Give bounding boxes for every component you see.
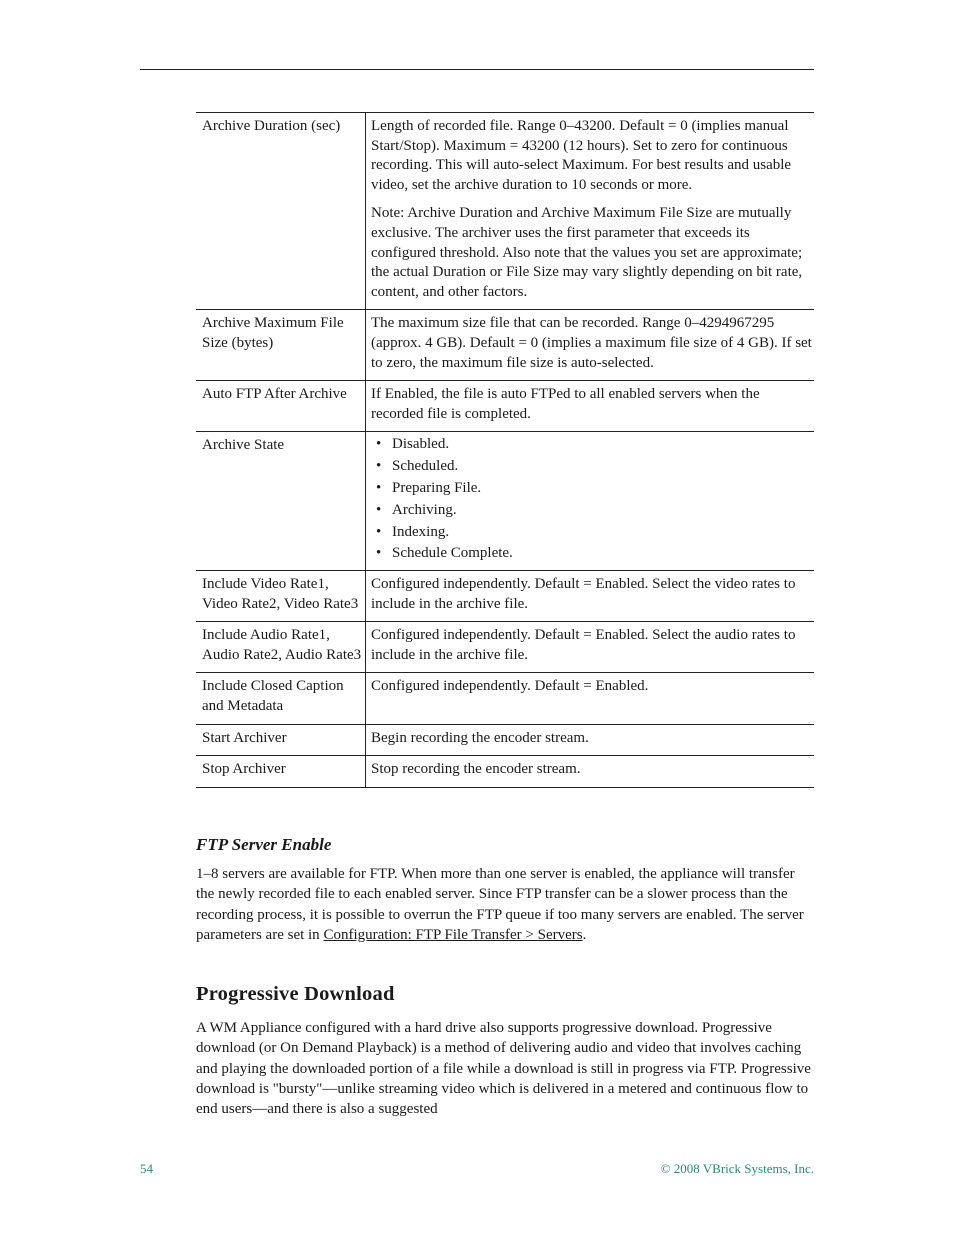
param-description: If Enabled, the file is auto FTPed to all enabled servers when the recorded file is completed. <box>366 381 815 432</box>
param-name: Stop Archiver <box>196 756 366 788</box>
progressive-download-heading: Progressive Download <box>196 983 395 1005</box>
table-row <box>196 622 814 673</box>
table-row <box>196 432 814 571</box>
table-row <box>196 381 814 432</box>
list-item: • Indexing. <box>371 522 812 544</box>
list-item: • Schedule Complete. <box>371 543 812 565</box>
table-row <box>196 113 814 310</box>
description-paragraph: Length of recorded file. Range 0–43200. Default = 0 (implies manual Start/Stop). Maximum = 43200 (12 hours). Set to zero for continuous recording. This will auto-select Maximum. For best results and usable video, set the archive duration to 10 seconds or more. <box>371 118 792 193</box>
param-name: Archive Maximum File Size (bytes) <box>196 310 366 381</box>
ftp-servers-link[interactable]: Configuration: FTP File Transfer > Servers <box>323 926 583 943</box>
list-item: • Scheduled. <box>371 456 812 478</box>
param-description: Configured independently. Default = Enabled. Select the video rates to include in the archive file. <box>366 571 815 622</box>
parameter-table <box>196 112 814 788</box>
param-description: The maximum size file that can be recorded. Range 0–4294967295 (approx. 4 GB). Default = 0 (implies a maximum file size of 4 GB). If set to zero, the maximum file size is auto-selected. <box>366 310 815 381</box>
param-name: Archive State <box>196 432 366 571</box>
ftp-server-enable-heading: FTP Server Enable <box>196 835 332 854</box>
param-description <box>366 432 815 571</box>
ftp-text: 1–8 servers are available for FTP. When more than one server is enabled, the appliance will transfer the newly recorded file to each enabled server. Since FTP transfer can be a slower process than the recording process, it is possible to overrun the FTP queue if too many servers are enabled. The server parameters are set in <box>196 866 804 943</box>
list-item: • Disabled. <box>371 434 812 456</box>
param-description: Begin recording the encoder stream. <box>366 724 815 756</box>
table-row <box>196 724 814 756</box>
ftp-server-enable-paragraph <box>196 864 816 945</box>
param-name: Archive Duration (sec) <box>196 113 366 310</box>
param-name: Auto FTP After Archive <box>196 381 366 432</box>
progressive-download-paragraph: A WM Appliance configured with a hard drive also supports progressive download. Progressive download (or On Demand Playback) is a method of delivering audio and video that involves caching and playing the downloaded portion of a file while a download is still in progress via FTP. Progressive download is "bursty"—unlike streaming video which is delivered in a metered and continuous flow to end users—and there is also a suggested <box>196 1020 811 1118</box>
ftp-text-end: . <box>582 926 587 943</box>
page-number: 54 <box>140 1161 153 1176</box>
param-description: Stop recording the encoder stream. <box>366 756 815 788</box>
param-description: Configured independently. Default = Enabled. <box>366 673 815 724</box>
description-note: Note: Archive Duration and Archive Maximum File Size are mutually exclusive. The archiver uses the first parameter that exceeds its configured threshold. Also note that the values you set are approximate; the actual Duration or File Size may vary slightly depending on bit rate, content, and other factors. <box>371 205 803 300</box>
param-name: Include Closed Caption and Metadata <box>196 673 366 724</box>
header-rule <box>140 69 814 70</box>
table-row <box>196 310 814 381</box>
copyright: © 2008 VBrick Systems, Inc. <box>660 1161 814 1176</box>
param-name: Start Archiver <box>196 724 366 756</box>
table-row <box>196 756 814 788</box>
list-item: • Preparing File. <box>371 478 812 500</box>
param-name: Include Audio Rate1, Audio Rate2, Audio Rate3 <box>196 622 366 673</box>
param-name: Include Video Rate1, Video Rate2, Video Rate3 <box>196 571 366 622</box>
table-row <box>196 571 814 622</box>
archive-state-list <box>371 434 812 565</box>
list-item: • Archiving. <box>371 500 812 522</box>
param-description <box>366 113 815 310</box>
table-row <box>196 673 814 724</box>
param-description: Configured independently. Default = Enabled. Select the audio rates to include in the archive file. <box>366 622 815 673</box>
